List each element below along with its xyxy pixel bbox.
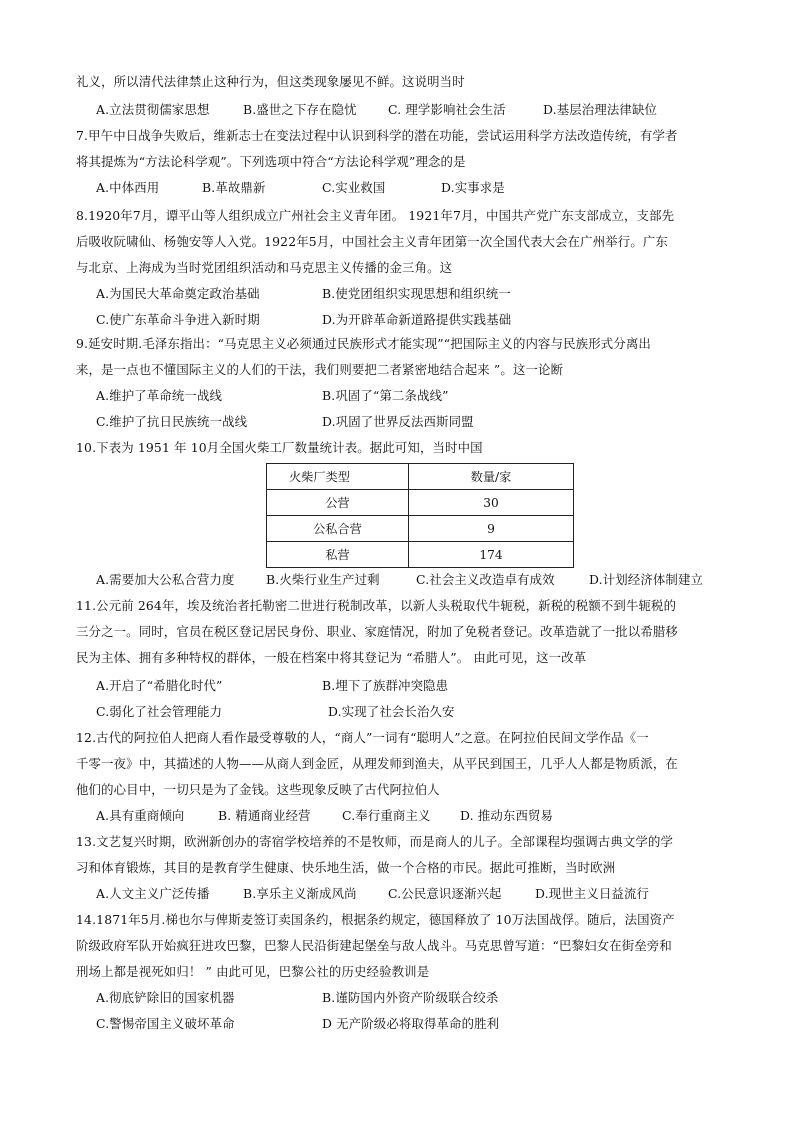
q14-stem-line3: 刑场上都是视死如归！ ” 由此可见，巴黎公社的历史经验教训是 xyxy=(76,964,430,979)
q12-option-b[interactable]: B. 精通商业经营 xyxy=(218,808,311,823)
q8-stem-line2: 后吸收阮啸仙、杨匏安等人入党。1922年5月，中国社会主义青年团第一次全国代表大会在广州举行。广东 xyxy=(76,234,668,249)
q6-option-d[interactable]: D.基层治理法律缺位 xyxy=(543,102,658,117)
q10-option-d[interactable]: D.计划经济体制建立 xyxy=(589,572,704,587)
q6-option-a[interactable]: A.立法贯彻儒家思想 xyxy=(96,102,210,117)
q9-option-a[interactable]: A.维护了革命统一战线 xyxy=(96,388,223,403)
q8-option-d[interactable]: D.为开辟革命新道路提供实践基础 xyxy=(322,312,512,327)
q6-option-c[interactable]: C. 理学影响社会生活 xyxy=(388,102,506,117)
q12-option-d[interactable]: D. 推动东西贸易 xyxy=(460,808,554,823)
q6-stem: 礼义，所以清代法律禁止这种行为，但这类现象屡见不鲜。这说明当时 xyxy=(76,74,465,89)
q10-stem: 10.下表为 1951 年 10月全国火柴工厂数量统计表。据此可知，当时中国 xyxy=(76,440,483,455)
q12-option-a[interactable]: A.具有重商倾向 xyxy=(96,808,185,823)
q14-option-a[interactable]: A.彻底铲除旧的国家机器 xyxy=(96,990,235,1005)
table-cell-count: 30 xyxy=(409,490,574,516)
table-cell-count: 174 xyxy=(409,542,574,568)
q12-option-c[interactable]: C.奉行重商主义 xyxy=(342,808,431,823)
q14-option-b[interactable]: B.谨防国内外资产阶级联合绞杀 xyxy=(322,990,499,1005)
table-row xyxy=(267,542,574,568)
q11-option-d[interactable]: D.实现了社会长治久安 xyxy=(328,704,455,719)
q14-stem-line1: 14.1871年5月.梯也尔与俾斯麦签订卖国条约，根据条约规定，德国释放了 10万法国战俘。随后，法国资产 xyxy=(76,912,675,927)
q14-stem-line2: 阶级政府军队开始疯狂进攻巴黎，巴黎人民沿街建起堡垒与敌人战斗。马克思曾写道：“巴黎妇女在街垒旁和 xyxy=(76,938,672,953)
q9-option-c[interactable]: C.维护了抗日民族统一战线 xyxy=(96,414,248,429)
table-row xyxy=(267,490,574,516)
q13-option-a[interactable]: A.人文主义广泛传播 xyxy=(96,886,210,901)
table-header-type: 火柴厂类型 xyxy=(267,464,409,490)
q8-option-b[interactable]: B.使党团组织实现思想和组织统一 xyxy=(322,286,511,301)
q10-option-b[interactable]: B.火柴行业生产过剩 xyxy=(266,572,380,587)
q7-option-c[interactable]: C.实业救国 xyxy=(322,180,386,195)
q11-option-c[interactable]: C.弱化了社会管理能力 xyxy=(96,704,223,719)
q9-option-d[interactable]: D.巩固了世界反法西斯同盟 xyxy=(322,414,474,429)
q7-stem-line1: 7.甲午中日战争失败后，维新志士在变法过程中认识到科学的潜在功能，尝试运用科学方法改造传统，有学者 xyxy=(76,128,678,143)
q8-stem-line3: 与北京、上海成为当时党团组织活动和马克思主义传播的金三角。这 xyxy=(76,260,453,275)
q10-option-a[interactable]: A.需要加大公私合营力度 xyxy=(96,572,235,587)
q13-option-d[interactable]: D.现世主义日益流行 xyxy=(535,886,650,901)
q11-stem-line3: 民为主体、拥有多种特权的群体，一般在档案中将其登记为 “希腊人”。 由此可见，这一改革 xyxy=(76,650,587,665)
table-cell-count: 9 xyxy=(409,516,574,542)
q6-option-b[interactable]: B.盛世之下存在隐忧 xyxy=(243,102,357,117)
q8-stem-line1: 8.1920年7月，谭平山等人组织成立广州社会主义青年团。 1921年7月，中国共产党广东支部成立，支部先 xyxy=(76,208,675,223)
q11-option-a[interactable]: A.开启了“希腊化时代” xyxy=(96,678,223,693)
q12-stem-line2: 千零一夜》中，其描述的人物——从商人到金匠，从理发师到渔夫，从平民到国王，几乎人人都是物质派，在 xyxy=(76,756,678,771)
q13-option-b[interactable]: B.享乐主义渐成风尚 xyxy=(243,886,357,901)
q9-option-b[interactable]: B.巩固了“第二条战线” xyxy=(322,388,449,403)
q7-stem-line2: 将其提炼为“方法论科学观”。下列选项中符合“方法论科学观”理念的是 xyxy=(76,154,466,169)
table-cell-type: 公私合营 xyxy=(267,516,409,542)
q9-stem-line2: 来，是一点也不懂国际主义的人们的干法，我们则要把二者紧密地结合起来 ”。这一论断 xyxy=(76,362,564,377)
q13-stem-line1: 13.文艺复兴时期，欧洲新创办的寄宿学校培养的不是牧师，而是商人的儿子。全部课程均强调古典文学的学 xyxy=(76,834,674,849)
q7-option-d[interactable]: D.实事求是 xyxy=(441,180,505,195)
q11-stem-line2: 三分之一。同时，官员在税区登记居民身份、职业、家庭情况，附加了免税者登记。改革造就了一批以希腊移 xyxy=(76,624,678,639)
q7-option-a[interactable]: A.中体西用 xyxy=(96,180,160,195)
q7-option-b[interactable]: B.革故鼎新 xyxy=(202,180,266,195)
match-factory-table xyxy=(266,463,574,568)
q12-stem-line3: 他们的心目中，一切只是为了金钱。这些现象反映了古代阿拉伯人 xyxy=(76,782,440,797)
table-header-count: 数量/家 xyxy=(409,464,574,490)
table-cell-type: 私营 xyxy=(267,542,409,568)
q10-option-c[interactable]: C.社会主义改造卓有成效 xyxy=(416,572,555,587)
q8-option-a[interactable]: A.为国民大革命奠定政治基础 xyxy=(96,286,260,301)
q13-stem-line2: 习和体育锻炼，其目的是教育学生健康、快乐地生活，做一个合格的市民。据此可推断，当时欧洲 xyxy=(76,860,616,875)
table-row xyxy=(267,516,574,542)
q11-option-b[interactable]: B.埋下了族群冲突隐患 xyxy=(322,678,449,693)
q14-option-c[interactable]: C.警惕帝国主义破坏革命 xyxy=(96,1016,235,1031)
table-cell-type: 公营 xyxy=(267,490,409,516)
q8-option-c[interactable]: C.使广东革命斗争进入新时期 xyxy=(96,312,260,327)
table-header-row xyxy=(267,464,574,490)
q12-stem-line1: 12.古代的阿拉伯人把商人看作最受尊敬的人，“商人”一词有“聪明人”之意。在阿拉伯民间文学作品《一 xyxy=(76,730,649,745)
q14-option-d[interactable]: D 无产阶级必将取得革命的胜利 xyxy=(322,1016,500,1031)
q13-option-c[interactable]: C.公民意识逐渐兴起 xyxy=(388,886,502,901)
q11-stem-line1: 11.公元前 264年，埃及统治者托勒密二世进行税制改革，以新人头税取代牛轭税，新税的税额不到牛轭税的 xyxy=(76,598,677,613)
q9-stem-line1: 9.延安时期.毛泽东指出：“马克思主义必须通过民族形式才能实现”“把国际主义的内容与民族形式分离出 xyxy=(76,336,651,351)
